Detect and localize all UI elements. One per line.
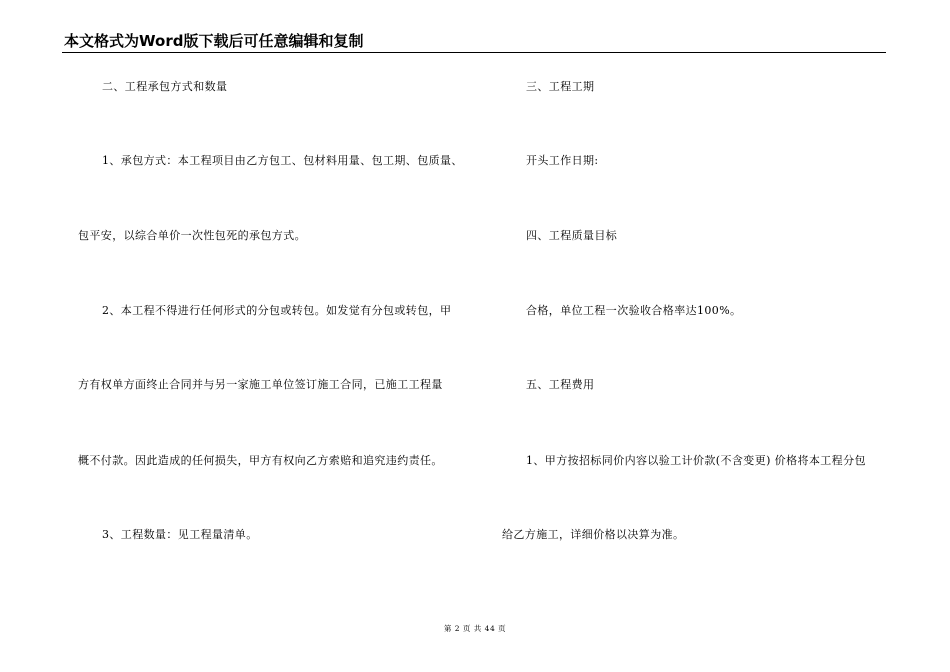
header-divider	[62, 52, 886, 53]
left-heading-contract-method: 二、工程承包方式和数量	[102, 80, 228, 93]
left-paragraph-line: 3、工程数量：见工程量清单。	[102, 528, 258, 541]
right-heading-schedule: 三、工程工期	[526, 80, 595, 93]
right-paragraph-line: 1、甲方按招标同价内容以验工计价款(不含变更) 价格将本工程分包	[526, 454, 866, 467]
page-number-footer: 第 2 页 共 44 页	[443, 624, 507, 633]
left-paragraph-line: 1、承包方式：本工程项目由乙方包工、包材料用量、包工期、包质量、	[102, 154, 463, 167]
right-heading-quality: 四、工程质量目标	[526, 229, 618, 242]
left-paragraph-line: 方有权单方面终止合同并与另一家施工单位签订施工合同，已施工工程量	[78, 378, 443, 391]
left-paragraph-line: 包平安，以综合单价一次性包死的承包方式。	[78, 229, 306, 242]
left-paragraph-line: 概不付款。因此造成的任何损失，甲方有权向乙方索赔和追究违约责任。	[78, 454, 443, 467]
document-header-title: 本文格式为Word版下载后可任意编辑和复制	[64, 32, 364, 50]
left-paragraph-line: 2、本工程不得进行任何形式的分包或转包。如发觉有分包或转包，甲	[102, 304, 452, 317]
right-heading-cost: 五、工程费用	[526, 378, 595, 391]
right-paragraph-line: 给乙方施工，详细价格以决算为准。	[502, 528, 685, 541]
right-paragraph-line: 开头工作日期:	[526, 154, 599, 167]
right-paragraph-line: 合格，单位工程一次验收合格率达100%。	[526, 304, 742, 317]
